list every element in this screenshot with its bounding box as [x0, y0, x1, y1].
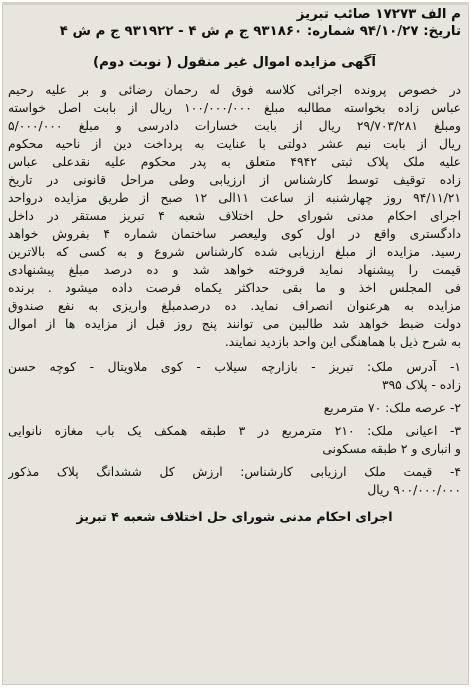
- property-address: ۱- آدرس ملک: تبریز - بازارچه سیلاب - کوی ملاویتال - کوچه حسن: [8, 360, 461, 374]
- signature: اجرای احکام مدنی شورای حل اختلاف شعبه ۴ تبریز: [76, 509, 393, 524]
- body-line: ۹۴/۱۱/۲۱ روز چهارشنبه از ساعت ۱۱الی ۱۲ صبح از طریق مزایده درواحد: [8, 191, 461, 205]
- body-line: در خصوص پرونده اجرائی کلاسه فوق له رحمان رضائی و بر علیه رحیم: [8, 83, 461, 97]
- body-line: فی المجلس اخذ و ما بقی حداکثر یکماه فرصت داده میشود . برنده: [8, 281, 461, 295]
- property-valuation-amount: ۹۰۰/۰۰۰/۰۰۰ ریال: [367, 483, 461, 497]
- property-building-cont: و انباری و ۲ طبقه مسکونی: [322, 442, 461, 456]
- ad-code: م الف ۱۷۲۷۳ صائب تبریز: [296, 7, 461, 22]
- body-line: دولت ضبط خواهد شد طالبین می توانند پنج روز قبل از مزایده ها از اموال: [8, 317, 461, 331]
- body-line: عباس زاده بخواسته مطالبه مبلغ ۱۰۰/۰۰۰/۰۰۰ ریال از بابت اصل خواسته: [8, 101, 461, 115]
- body-line: ریال از بابت نیم عشر دولتی با عنایت به پرداخت دین از ناحیه محکوم: [8, 137, 461, 151]
- body-line: مزایده به هرعنوان انصراف نماید. ده درصدمبلغ واریزی به نفع صندوق: [8, 299, 461, 313]
- property-valuation: ۴- قیمت ملک ارزیابی کارشناس: ارزش کل ششدانگ پلاک مذکور: [8, 465, 461, 479]
- body-line: زاده توقیف توسط کارشناس از ارزیابی وطی مراحل قانونی در تاریخ: [8, 173, 461, 187]
- clipping-edge: [2, 2, 469, 5]
- property-area: ۲- عرصه ملک: ۷۰ مترمربع: [323, 401, 461, 415]
- body-line: دادگستری واقع در اول کوی ولیعصر ساختمان شماره ۴ بفروش خواهد: [8, 227, 461, 241]
- property-building: ۳- اعیانی ملک: ۲۱۰ مترمربع در ۳ طبقه همکف یک باب مغازه نانوایی: [8, 424, 461, 438]
- auction-title: آگهی مزایده اموال غیر منقول ( نوبت دوم): [93, 55, 376, 70]
- body-line: ومبلغ ۲۹/۷۰۳/۲۸۱ ریال از بابت خسارات دادرسی و مبلغ ۵/۰۰۰/۰۰۰: [8, 119, 461, 133]
- newspaper-clipping: [2, 2, 469, 685]
- property-address-cont: زاده - پلاک ۳۹۵: [381, 378, 461, 392]
- body-line: رسید. مزایده از مبلغ ارزیابی شده کارشناس شروع و به کسی که بالاترین: [8, 245, 461, 259]
- body-line: قیمت را پیشنهاد نماید فروخته خواهد شد و ده درصد مبلغ پیشنهادی: [8, 263, 461, 277]
- body-line: به شرح ذیل با هماهنگی این واحد بازدید نمایند.: [224, 335, 461, 349]
- body-line: اجرای احکام مدنی شورای حل اختلاف شعبه ۴ تبریز مستقر در داخل: [8, 209, 461, 223]
- date-number-line: تاریخ: ۹۴/۱۰/۲۷ شماره: ۹۳۱۸۶۰ ج م ش ۴ - ۹۳۱۹۲۲ ج م ش ۴: [59, 24, 461, 39]
- body-line: علیه ملک پلاک ثبتی ۴۹۴۲ متعلق به پدر محکوم علیه نقدعلی عباس: [8, 155, 461, 169]
